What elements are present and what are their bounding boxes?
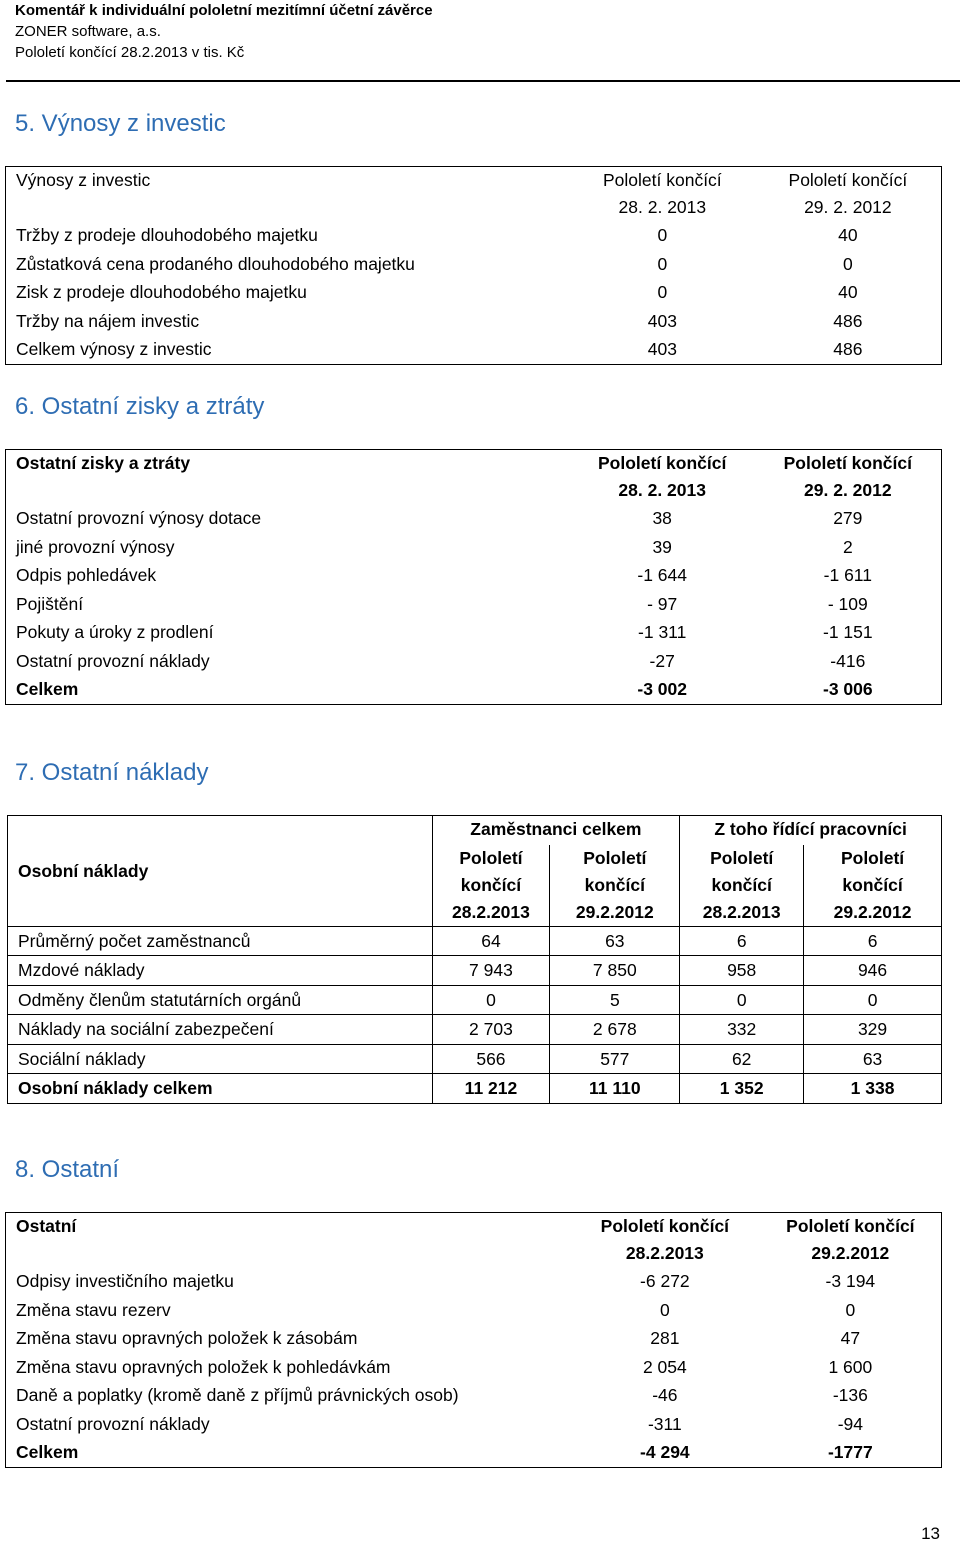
row-label: Změna stavu opravných položek k zásobám <box>16 1328 358 1348</box>
table-row <box>6 618 942 647</box>
table-row <box>8 1044 942 1074</box>
value-2012: 279 <box>833 508 863 528</box>
column-header-period: Pololetí končící <box>598 453 727 473</box>
group-header-managers: Z toho řídící pracovníci <box>680 816 942 845</box>
value-2012: 486 <box>833 310 863 331</box>
value-2013: -4 294 <box>640 1442 690 1462</box>
table-row <box>6 1324 942 1353</box>
period-note: Pololetí končící 28.2.2013 v tis. Kč <box>15 44 245 61</box>
value-2013: 403 <box>647 339 677 359</box>
subheader-period: Pololetí <box>840 847 905 868</box>
value-2013: 2 054 <box>642 1356 687 1377</box>
value-cell: 0 <box>432 985 550 1015</box>
value-2013: -6 272 <box>640 1271 690 1291</box>
total-row <box>6 1438 942 1467</box>
column-header-label: Ostatní <box>16 1216 77 1236</box>
row-label: Zisk z prodeje dlouhodobého majetku <box>16 282 307 302</box>
table-row <box>8 985 942 1015</box>
value-2012: -136 <box>832 1385 868 1405</box>
value-cell: 2 678 <box>550 1015 680 1045</box>
subheader-ending: končící <box>711 874 772 895</box>
value-cell: 11 212 <box>432 1074 550 1104</box>
value-2013: -311 <box>647 1413 682 1434</box>
value-2013: 0 <box>657 225 668 245</box>
value-2012: -3 194 <box>825 1271 876 1291</box>
row-label: Odpis pohledávek <box>16 565 157 585</box>
value-cell: 946 <box>804 956 942 986</box>
row-label: Průměrný počet zaměstnanců <box>8 926 433 956</box>
group-header-employees: Zaměstnanci celkem <box>432 816 680 845</box>
subheader-date: 29.2.2012 <box>833 901 912 922</box>
table-header-row <box>6 1213 942 1268</box>
row-label: jiné provozní výnosy <box>16 536 175 557</box>
value-2012: 0 <box>845 1299 856 1320</box>
other-items-table <box>5 1212 942 1468</box>
row-label: Odpisy investičního majetku <box>16 1271 234 1291</box>
value-2013: - 97 <box>647 593 678 614</box>
value-2012: -1 611 <box>823 565 872 585</box>
value-cell: 6 <box>804 926 942 956</box>
column-header-period: Pololetí končící <box>600 1216 730 1236</box>
value-2012: - 109 <box>827 593 868 614</box>
value-cell: 566 <box>432 1044 550 1074</box>
value-2012: 40 <box>838 282 858 302</box>
table-row <box>6 1353 942 1382</box>
value-cell: 2 703 <box>432 1015 550 1045</box>
row-label: Mzdové náklady <box>8 956 433 986</box>
column-header-date: 29. 2. 2012 <box>804 197 892 217</box>
table-row <box>6 221 942 250</box>
page-number: 13 <box>921 1524 940 1543</box>
value-2013: -46 <box>652 1385 678 1405</box>
row-label: Celkem <box>16 1442 79 1462</box>
value-cell: 6 <box>680 926 804 956</box>
document-title: Komentář k individuální pololetní mezitímní účetní závěrce <box>15 2 433 19</box>
table-row <box>6 1410 942 1439</box>
value-2012: -1 151 <box>823 622 873 642</box>
value-2012: -3 006 <box>823 679 873 699</box>
value-2012: 486 <box>833 339 863 359</box>
table-row <box>8 926 942 956</box>
value-2012: 40 <box>838 225 858 245</box>
value-cell: 332 <box>680 1015 804 1045</box>
value-2012: -94 <box>837 1413 863 1434</box>
table-row <box>6 1381 942 1410</box>
column-header-date: 28. 2. 2013 <box>618 480 706 500</box>
column-header-period: Pololetí končící <box>603 170 722 190</box>
subheader-ending: končící <box>842 874 903 895</box>
value-2012: -1777 <box>827 1442 873 1462</box>
row-label: Ostatní provozní náklady <box>16 650 210 671</box>
subheader-date: 29.2.2012 <box>575 901 654 922</box>
column-header-date: 28.2.2013 <box>625 1243 704 1263</box>
table-row <box>6 278 942 307</box>
row-label: Ostatní provozní výnosy dotace <box>16 508 262 528</box>
table-header-row <box>6 167 942 222</box>
value-2012: -416 <box>830 650 866 671</box>
table-row <box>6 647 942 676</box>
table-row <box>6 307 942 336</box>
row-label: Pokuty a úroky z prodlení <box>16 622 214 642</box>
row-label: Náklady na sociální zabezpečení <box>8 1015 433 1045</box>
row-label: Zůstatková cena prodaného dlouhodobého majetku <box>16 253 415 274</box>
value-2013: 39 <box>652 536 672 557</box>
row-label: Změna stavu rezerv <box>16 1299 171 1320</box>
value-2013: -1 311 <box>638 622 687 642</box>
value-2012: 2 <box>842 536 853 557</box>
value-2013: 0 <box>659 1299 670 1320</box>
row-label: Pojištění <box>16 593 84 614</box>
value-2013: 403 <box>647 310 677 331</box>
personnel-costs-table <box>7 815 942 1104</box>
table-header-row <box>6 450 942 505</box>
value-cell: 7 850 <box>550 956 680 986</box>
subheader-ending: končící <box>584 874 645 895</box>
table-row <box>6 533 942 562</box>
column-header-period: Pololetí končící <box>783 453 912 473</box>
total-row <box>8 1074 942 1104</box>
value-2012: 47 <box>840 1328 861 1348</box>
row-label: Celkem <box>16 679 79 699</box>
value-2013: -3 002 <box>637 679 687 699</box>
column-header-period: Pololetí končící <box>788 170 908 190</box>
section-7-title: 7. Ostatní náklady <box>15 759 209 786</box>
value-cell: 0 <box>680 985 804 1015</box>
value-2013: -27 <box>649 650 675 671</box>
value-2012: 1 600 <box>828 1356 873 1377</box>
value-2013: 0 <box>657 282 668 302</box>
investment-income-table <box>5 166 942 365</box>
value-cell: 63 <box>804 1044 942 1074</box>
value-cell: 5 <box>550 985 680 1015</box>
table-row <box>6 590 942 619</box>
value-cell: 63 <box>550 926 680 956</box>
subheader-period: Pololetí <box>459 847 523 868</box>
subheader-date: 28.2.2013 <box>452 901 530 922</box>
value-cell: 329 <box>804 1015 942 1045</box>
value-cell: 958 <box>680 956 804 986</box>
subheader-date: 28.2.2013 <box>702 901 781 922</box>
table-row <box>6 1267 942 1296</box>
section-8-title: 8. Ostatní <box>15 1156 120 1183</box>
table-row <box>8 1015 942 1045</box>
column-header-label: Osobní náklady <box>8 816 433 927</box>
value-2013: 0 <box>657 253 668 274</box>
value-2013: 281 <box>650 1328 680 1348</box>
value-2013: -1 644 <box>637 565 687 585</box>
row-label: Odměny členům statutárních orgánů <box>8 985 433 1015</box>
value-cell: 11 110 <box>550 1074 680 1104</box>
table-row <box>6 561 942 590</box>
value-cell: 577 <box>550 1044 680 1074</box>
column-header-date: 29. 2. 2012 <box>804 480 892 500</box>
table-row <box>6 1296 942 1325</box>
column-header-date: 28. 2. 2013 <box>618 197 707 217</box>
column-header-label: Výnosy z investic <box>16 170 151 190</box>
table-row <box>6 504 942 533</box>
subheader-period: Pololetí <box>710 847 774 868</box>
row-label: Celkem výnosy z investic <box>16 339 212 359</box>
total-row <box>6 675 942 704</box>
subheader-ending: končící <box>460 874 522 895</box>
value-cell: 0 <box>804 985 942 1015</box>
value-cell: 1 338 <box>804 1074 942 1104</box>
table-group-header-row <box>8 816 942 845</box>
other-gains-losses-table <box>5 449 942 705</box>
header-divider <box>6 80 960 82</box>
value-2012: 0 <box>842 253 853 274</box>
column-header-label: Ostatní zisky a ztráty <box>16 453 191 473</box>
row-label: Sociální náklady <box>8 1044 433 1074</box>
row-label: Změna stavu opravných položek k pohledávkám <box>16 1356 391 1377</box>
row-label: Daně a poplatky (kromě daně z příjmů právnických osob) <box>16 1385 459 1405</box>
row-label: Ostatní provozní náklady <box>16 1413 210 1434</box>
section-5-title: 5. Výnosy z investic <box>15 110 226 137</box>
company-name: ZONER software, a.s. <box>15 23 161 40</box>
value-cell: 7 943 <box>432 956 550 986</box>
table-row <box>6 250 942 279</box>
total-row <box>6 335 942 364</box>
subheader-period: Pololetí <box>583 847 647 868</box>
row-label: Tržby z prodeje dlouhodobého majetku <box>16 225 318 245</box>
table-row <box>8 956 942 986</box>
value-cell: 62 <box>680 1044 804 1074</box>
row-label: Tržby na nájem investic <box>16 310 200 331</box>
value-cell: 64 <box>432 926 550 956</box>
column-header-period: Pololetí končící <box>786 1216 915 1236</box>
column-header-date: 29.2.2012 <box>811 1243 890 1263</box>
row-label: Osobní náklady celkem <box>8 1074 433 1104</box>
value-cell: 1 352 <box>680 1074 804 1104</box>
value-2013: 38 <box>652 508 672 528</box>
document-header <box>15 0 960 63</box>
section-6-title: 6. Ostatní zisky a ztráty <box>15 393 265 420</box>
